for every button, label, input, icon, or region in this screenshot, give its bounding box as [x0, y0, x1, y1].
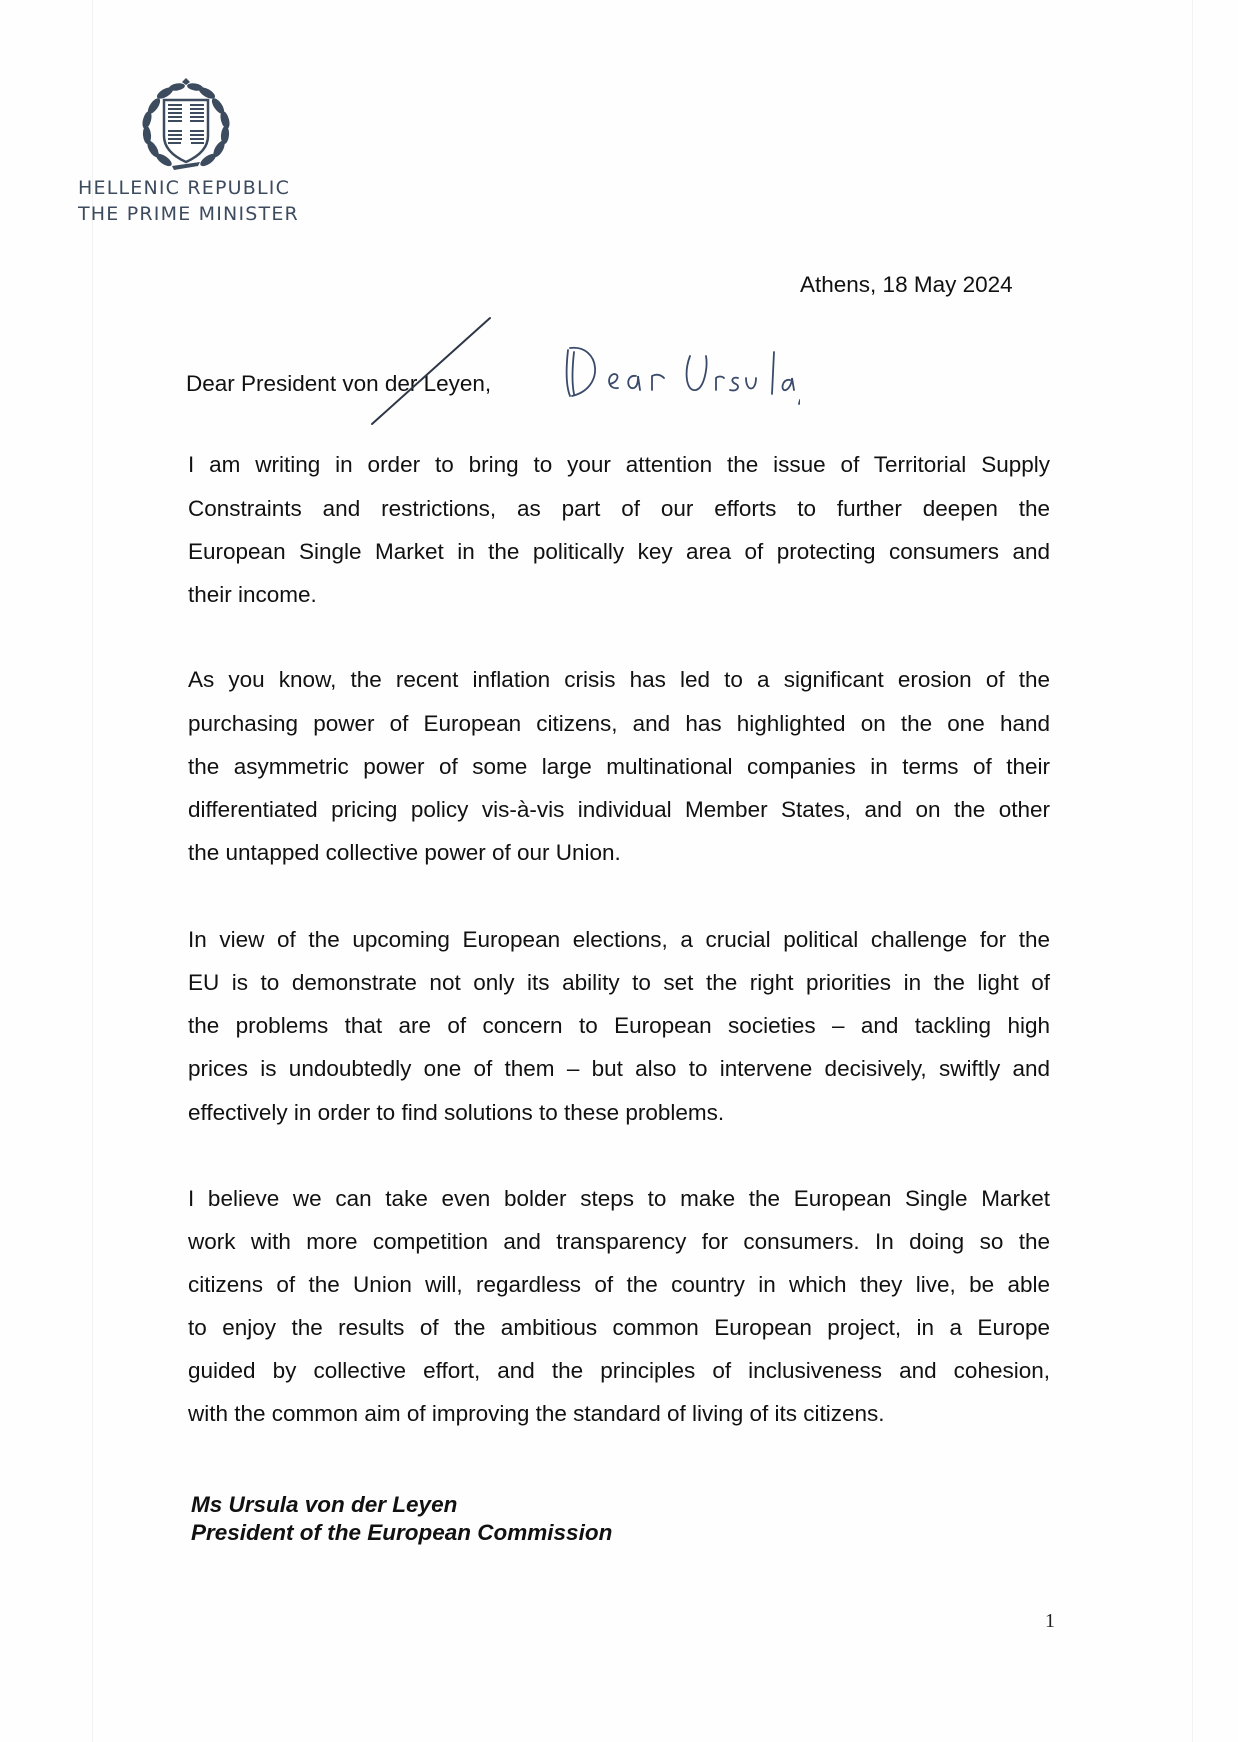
paragraph-2-line-2: purchasing power of European citizens, and has highlighted on the one hand: [188, 711, 1050, 736]
paragraph-4-line-6: with the common aim of improving the standard of living of its citizens.: [188, 1401, 885, 1426]
paragraph-4-line-3: citizens of the Union will, regardless of the country in which they live, be able: [188, 1272, 1050, 1297]
paragraph-1-line-1: I am writing in order to bring to your attention the issue of Territorial Supply: [188, 452, 1050, 477]
letterhead-line-2: THE PRIME MINISTER: [78, 203, 299, 225]
paragraph-2-line-4: differentiated pricing policy vis-à-vis individual Member States, and on the other: [188, 797, 1050, 822]
scan-edge: [92, 0, 93, 1742]
paragraph-3-line-5: effectively in order to find solutions to these problems.: [188, 1100, 725, 1125]
scan-edge: [1192, 0, 1193, 1742]
paragraph-3-line-1: In view of the upcoming European elections, a crucial political challenge for the: [188, 927, 1050, 952]
recipient-name: Ms Ursula von der Leyen: [191, 1492, 458, 1517]
letterhead-line-1: HELLENIC REPUBLIC: [78, 177, 291, 199]
handwritten-salutation: [560, 338, 800, 408]
paragraph-1-line-2: Constraints and restrictions, as part of our efforts to further deepen the: [188, 496, 1050, 521]
paragraph-4-line-5: guided by collective effort, and the principles of inclusiveness and cohesion,: [188, 1358, 1050, 1383]
paragraph-3-line-3: the problems that are of concern to European societies – and tackling high: [188, 1013, 1050, 1038]
recipient-title: President of the European Commission: [191, 1520, 613, 1545]
greek-coat-of-arms-icon: [136, 76, 236, 176]
paragraph-4-line-1: I believe we can take even bolder steps to make the European Single Market: [188, 1186, 1050, 1211]
paragraph-3-line-2: EU is to demonstrate not only its ability to set the right priorities in the light of: [188, 970, 1050, 995]
paragraph-2-line-1: As you know, the recent inflation crisis has led to a significant erosion of the: [188, 667, 1050, 692]
paragraph-2-line-3: the asymmetric power of some large multinational companies in terms of their: [188, 754, 1050, 779]
paragraph-1-line-3: European Single Market in the politically key area of protecting consumers and: [188, 539, 1050, 564]
letter-date: Athens, 18 May 2024: [800, 272, 1013, 297]
page-number: 1: [1045, 1610, 1055, 1632]
paragraph-3-line-4: prices is undoubtedly one of them – but also to intervene decisively, swiftly and: [188, 1056, 1050, 1081]
paragraph-4-line-2: work with more competition and transparency for consumers. In doing so the: [188, 1229, 1050, 1254]
paragraph-1-line-4: their income.: [188, 582, 317, 607]
paragraph-4-line-4: to enjoy the results of the ambitious common European project, in a Europe: [188, 1315, 1050, 1340]
paragraph-2-line-5: the untapped collective power of our Union.: [188, 840, 621, 865]
typed-salutation: Dear President von der Leyen,: [186, 371, 492, 396]
handwritten-strikethrough: [360, 316, 500, 426]
